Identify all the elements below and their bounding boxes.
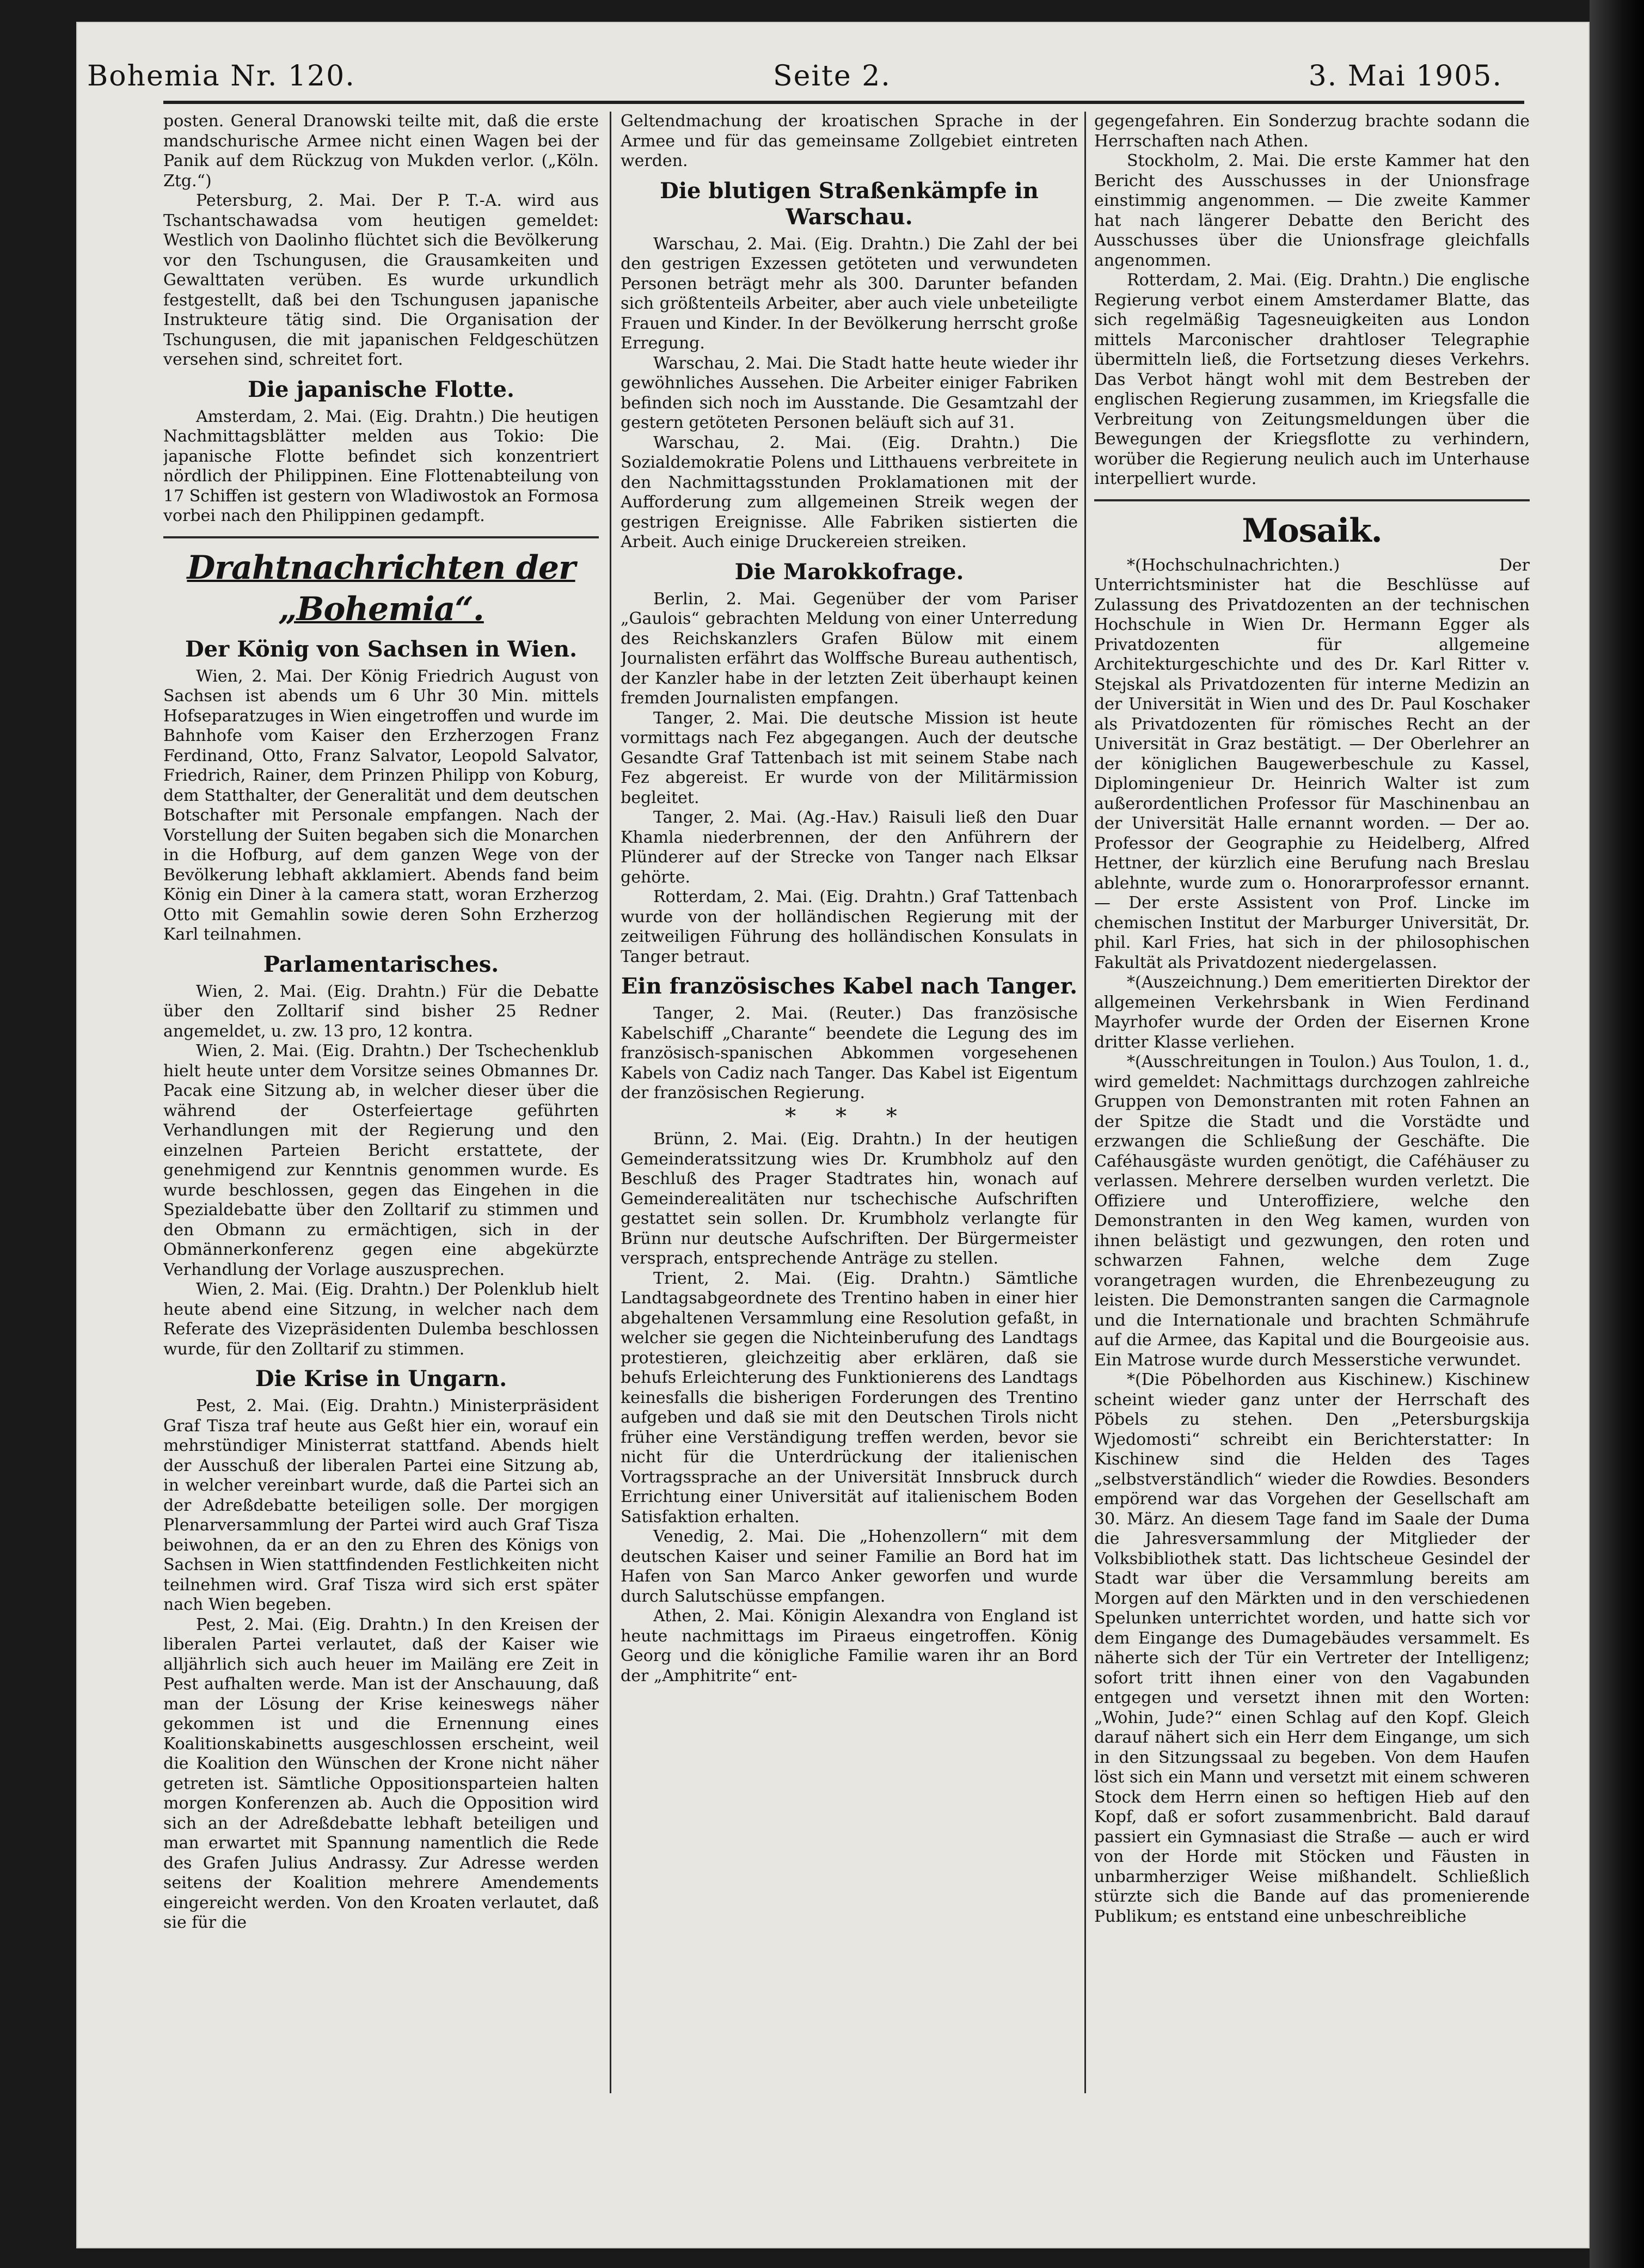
section-heading: Ein französisches Kabel nach Tanger. — [621, 973, 1078, 999]
page-header — [87, 60, 1502, 103]
section-masthead: Mosaik. — [1242, 511, 1382, 550]
article-text: Stockholm, 2. Mai. Die erste Kammer hat den Bericht des Ausschusses in der Unionsfrage einstimmig angenommen. — Die zweite Kammer hat nach längerer Debatte den Bericht des Ausschusses über die Unionsfrage gleichfalls angenommen. — [1094, 151, 1530, 270]
article-text: Pest, 2. Mai. (Eig. Drahtn.) Ministerpräsident Graf Tisza traf heute aus Geßt hier ein, worauf ein mehrstündiger Ministerrat stattfand. Abends hielt der Ausschuß der liberalen Partei eine Sitzung ab, in welcher vereinbart wurde, daß die Partei sich an der Adreßdebatte beteiligen solle. Der morgigen Plenarversammlung der Partei wird auch Graf Tisza beiwohnen, da er an den zu Ehren des Königs von Sachsen in Wien stattfindenden Festlichkeiten nicht teilnehmen wird. Graf Tisza wird sich erst später nach Wien begeben. — [163, 1396, 599, 1614]
column-rule-2 — [1084, 112, 1086, 2093]
article-text: Tanger, 2. Mai. Die deutsche Mission ist heute vormittags nach Fez abgegangen. Auch der deutsche Gesandte Graf Tattenbach ist mit seinem Stabe nach Fez abgereist. Er wurde von der Militärmission begleitet. — [621, 708, 1078, 807]
section-rule — [163, 536, 599, 538]
article-text: Athen, 2. Mai. Königin Alexandra von England ist heute nachmittags im Piraeus eingetroffen. König Georg und die königliche Familie waren ihr an Bord der „Amphitrite“ ent- — [621, 1607, 1078, 1685]
article-text: Brünn, 2. Mai. (Eig. Drahtn.) In der heutigen Gemeinderatssitzung wies Dr. Krumbholz auf den Beschluß des Prager Stadtrates hin, wonach auf Gemeinderealitäten nur tschechische Aufschriften gestattet sein sollen. Dr. Krumbholz verlangte für Brünn nur deutsche Aufschriften. Der Bürgermeister versprach, entsprechende Anträge zu stellen. — [621, 1130, 1078, 1268]
article-text: Trient, 2. Mai. (Eig. Drahtn.) Sämtliche Landtagsabgeordnete des Trentino haben in einer hier abgehaltenen Versammlung eine Resolution gefaßt, in welcher sie gegen die Nichteinberufung des Landtags protestieren, gleichzeitig aber erklären, daß sie behufs Erleichterung des Funktionierens des Landtags keinesfalls die bisherigen Forderungen des Trentino aufgeben und daß sie mit den Deutschen Tirols nicht früher eine Verständigung treffen werden, bevor sie nicht für die Unterdrückung der italienischen Vortragssprache an der Universität Innsbruck durch Errichtung einer Universität auf italienischem Boden Satisfaktion erhalten. — [621, 1268, 1078, 1527]
article-text: Wien, 2. Mai. (Eig. Drahtn.) Der Tschechenklub hielt heute unter dem Vorsitze seines Obmannes Dr. Pacak eine Sitzung ab, in welcher dieser über die während der Osterfeiertage geführten Verhandlungen mit der Regierung und den einzelnen Parteien Bericht erstattete, der genehmigend zur Kenntnis genommen wurde. Es wurde beschlossen, gegen das Eingehen in die Spezialdebatte über den Zolltarif zu stimmen und den Obmann zu ermächtigen, sich in der Obmännerkonferenz gegen eine abgekürzte Verhandlung der Vorlage auszusprechen. — [163, 1041, 599, 1279]
column-1 — [163, 112, 599, 2093]
article-text: posten. General Dranowski teilte mit, daß die erste mandschurische Armee nicht einen Wagen bei der Panik auf dem Rückzug von Mukden verlor. („Köln. Ztg.“) — [163, 112, 599, 191]
article-text: *(Hochschulnachrichten.) Der Unterrichtsminister hat die Beschlüsse auf Zulassung des Privatdozenten an der technischen Hochschule in Wien Dr. Hermann Egger als Privatdozenten für allgemeine Architekturgeschichte und des Dr. Karl Ritter v. Stejskal als Privatdozenten für interne Medizin an der Universität in Wien und des Dr. Paul Koschaker als Privatdozenten für römisches Recht an der Universität in Graz bestätigt. — Der Oberlehrer an der königlichen Baugewerbeschule zu Kassel, Diplomingenieur Dr. Heinrich Walter ist zum außerordentlichen Professor für Maschinenbau an der Universität Halle ernannt worden. — Der ao. Professor der Geographie zu Heidelberg, Alfred Hettner, der kürzlich eine Berufung nach Breslau ablehnte, wurde zum o. Honorarprofessor ernannt. — Der erste Assistent von Prof. Lincke im chemischen Institut der Marburger Universität, Dr. phil. Karl Fries, hat sich in der philosophischen Fakultät als Privatdozent niedergelassen. — [1094, 555, 1530, 972]
section-heading: Die blutigen Straßenkämpfe in Warschau. — [660, 177, 1039, 230]
article-text: Rotterdam, 2. Mai. (Eig. Drahtn.) Graf Tattenbach wurde von der holländischen Regierung mit der zeitweiligen Führung des holländischen Konsulats in Tanger betraut. — [621, 887, 1078, 966]
article-text: *(Auszeichnung.) Dem emeritierten Direktor der allgemeinen Verkehrsbank in Wien Ferdinand Mayrhofer wurde der Orden der Eisernen Krone dritter Klasse verliehen. — [1094, 973, 1530, 1052]
section-rule — [1094, 499, 1530, 501]
article-text: Berlin, 2. Mai. Gegenüber der vom Pariser „Gaulois“ gebrachten Meldung von einer Unterredung des Reichskanzlers Grafen Bülow mit einem Journalisten erfährt das Wolffsche Bureau authentisch, der Kanzler habe in der letzten Zeit überhaupt keinen fremden Journalisten empfangen. — [621, 589, 1078, 708]
scan-border — [1590, 0, 1644, 2268]
article-text: Geltendmachung der kroatischen Sprache in der Armee und für das gemeinsame Zollgebiet eintreten werden. — [621, 112, 1078, 170]
article-text: Wien, 2. Mai. Der König Friedrich August von Sachsen ist abends um 6 Uhr 30 Min. mittels Hofseparatzuges in Wien eingetroffen und wurde im Bahnhofe vom Kaiser den Erzherzogen Franz Ferdinand, Otto, Franz Salvator, Leopold Salvator, Friedrich, Rainer, dem Prinzen Philipp von Koburg, dem Statthalter, der Generalität und dem deutschen Botschafter mit Personale empfangen. Nach der Vorstellung der Suiten begaben sich die Monarchen in die Hofburg, auf dem ganzen Wege von der Bevölkerung lebhaft akklamiert. Abends fand beim König ein Diner à la camera statt, woran Erzherzog Otto mit Gemahlin sowie deren Sohn Erzherzog Karl teilnahmen. — [163, 666, 599, 944]
article-text: Wien, 2. Mai. (Eig. Drahtn.) Für die Debatte über den Zolltarif sind bisher 25 Redner angemeldet, u. zw. 13 pro, 12 kontra. — [163, 982, 599, 1041]
article-text: Pest, 2. Mai. (Eig. Drahtn.) In den Kreisen der liberalen Partei verlautet, daß der Kaiser wie alljährlich sich auch heuer im Mailäng ere Zeit in Pest aufhalten werde. Man ist der Anschauung, daß man der Lösung der Krise keineswegs näher gekommen ist und die Ernennung eines Koalitionskabinetts ausgeschlossen erscheint, weil die Koalition den Wünschen der Krone nicht näher getreten ist. Sämtliche Oppositionsparteien halten morgen Konferenzen ab. Auch die Opposition wird sich an der Adreßdebatte lebhaft beteiligen und man erwartet mit Spannung namentlich die Rede des Grafen Julius Andrassy. Zur Adresse werden seitens der Koalition mehrere Amendements eingereicht werden. Von den Kroaten verlautet, daß sie für die — [163, 1615, 599, 1932]
article-text: Amsterdam, 2. Mai. (Eig. Drahtn.) Die heutigen Nachmittagsblätter melden aus Tokio: Die japanische Flotte befindet sich konzentriert nördlich der Philippinen. Eine Flottenabteilung von 17 Schiffen ist gestern von Wladiwostok an Formosa vorbei nach den Philippinen gedampft. — [163, 407, 599, 525]
section-heading: Parlamentarisches. — [263, 951, 499, 977]
article-text: *(Die Pöbelhorden aus Kischinew.) Kischinew scheint wieder ganz unter der Herrschaft des Pöbels zu stehen. Den „Petersburgskija Wjedomosti“ schreibt ein Berichterstatter: In Kischinew sind die Helden des Tages „selbstverständlich“ wieder die Rowdies. Besonders empörend war das Vorgehen der Gesellschaft am 30. März. An diesem Tage fand im Saale der Duma die Jahresversammlung der Mitglieder der Volksbibliothek statt. Das lichtscheue Gesindel der Stadt war über die Versammlung bereits am Morgen auf den Märkten und in den verschiedenen Spelunken unterrichtet worden, und hatte sich vor dem Eingange des Dumagebäudes versammelt. Es näherte sich der Tür ein Vertreter der Intelligenz; sofort tritt ihnen einer von den Vagabunden entgegen und versetzt ihnen mit den Worten: „Wohin, Jude?“ einen Schlag auf den Kopf. Gleich darauf nähert sich ein Herr dem Eingange, um sich in den Sitzungssaal zu begeben. Von dem Haufen löst sich ein Mann und versetzt mit einem schweren Stock dem Herrn einen so heftigen Hieb auf den Kopf, daß er sofort zusammenbricht. Bald darauf passiert ein Gymnasiast die Straße — auch er wird von der Horde mit Stöcken und Fäusten in unbarmherziger Weise mißhandelt. Schließlich stürzte sich die Bande auf das promenierende Publikum; es entstand eine unbeschreibliche — [1094, 1370, 1530, 1926]
article-text: Petersburg, 2. Mai. Der P. T.-A. wird aus Tschantschawadsa vom heutigen gemeldet: Westlich von Daolinho flüchtet sich die Bevölkerung vor den Tschungusen, die Grausamkeiten und Gewalttaten verüben. Es wurde urkundlich festgestellt, daß bei den Tschungusen japanische Instrukteure tätig sind. Die Organisation der Tschungusen, die mit japanischen Feldgeschützen versehen sind, schreitet fort. — [163, 191, 599, 369]
column-rule-1 — [610, 112, 611, 2093]
article-text: Venedig, 2. Mai. Die „Hohenzollern“ mit dem deutschen Kaiser und seiner Familie an Bord hat im Hafen von San Marco Anker geworfen und wurde durch Salutschüsse empfangen. — [621, 1527, 1078, 1606]
article-text: *(Ausschreitungen in Toulon.) Aus Toulon, 1. d., wird gemeldet: Nachmittags durchzogen zahlreiche Gruppen von Demonstranten mit roten Fahnen an der Spitze die Stadt und die Vorstädte und erzwangen die Schließung der Geschäfte. Die Caféhausgäste wurden genötigt, die Caféhäuser zu verlassen. Mehrere derselben wurden verletzt. Die Offiziere und Unteroffiziere, welche den Demonstranten in den Weg kamen, wurden von ihnen belästigt und gezwungen, den roten und schwarzen Fahnen, welche dem Zuge vorangetragen wurden, die Ehrenbezeugung zu leisten. Die Demonstranten sangen die Carmagnole und die Internationale und brachten Schmährufe auf die Armee, das Kapital und die Bourgeoisie aus. Ein Matrose wurde durch Messerstiche verwundet. — [1094, 1052, 1530, 1370]
article-text: Rotterdam, 2. Mai. (Eig. Drahtn.) Die englische Regierung verbot einem Amsterdamer Blatte, das sich regelmäßig Tagesneuigkeiten aus London mittels Marconischer drahtloser Telegraphie übermitteln ließ, die Fortsetzung dieses Verkehrs. Das Verbot hängt wohl mit dem Bestreben der englischen Regierung zusammen, im Kriegsfalle die Verbreitung von Zeitungsmeldungen über die Bewegungen der Kriegsflotte zu verhindern, worüber die Regierung neulich auch im Unterhause interpelliert wurde. — [1094, 271, 1530, 488]
masthead-issue: Bohemia Nr. 120. — [87, 60, 355, 93]
article-text: Warschau, 2. Mai. (Eig. Drahtn.) Die Zahl der bei den gestrigen Exzessen getöteten und verwundeten Personen beträgt mehr als 300. Darunter befanden sich größtenteils Arbeiter, aber auch viele unbeteiligte Frauen und Kinder. In der Bevölkerung herrscht große Erregung. — [621, 234, 1078, 353]
page-number: Seite 2. — [773, 60, 891, 93]
column-2 — [621, 112, 1078, 2093]
column-3 — [1094, 112, 1530, 2093]
article-text: Tanger, 2. Mai. (Ag.-Hav.) Raisuli ließ den Duar Khamla niederbrennen, der den Anführern der Plünderer auf der Strecke von Tanger nach Elksar gehörte. — [621, 808, 1078, 887]
issue-date: 3. Mai 1905. — [1308, 60, 1502, 93]
article-text: Warschau, 2. Mai. (Eig. Drahtn.) Die Sozialdemokratie Polens und Litthauens verbreitete in den Nachmittagsstunden Proklamationen mit der Aufforderung zum allgemeinen Streik wegen der gestrigen Ereignisse. Alle Fabriken sistierten die Arbeit. Auch einige Druckereien streiken. — [621, 433, 1078, 551]
article-text: gegengefahren. Ein Sonderzug brachte sodann die Herrschaften nach Athen. — [1094, 112, 1530, 151]
section-heading: Der König von Sachsen in Wien. — [185, 636, 578, 662]
section-heading: Die Krise in Ungarn. — [255, 1366, 507, 1392]
section-heading: Die Marokkofrage. — [734, 559, 964, 585]
article-text: Warschau, 2. Mai. Die Stadt hatte heute wieder ihr gewöhnliches Aussehen. Die Arbeiter einiger Fabriken befinden sich noch im Ausstande. Die Gesamtzahl der gestern getöteten Personen beläuft sich auf 31. — [621, 353, 1078, 432]
article-text: Wien, 2. Mai. (Eig. Drahtn.) Der Polenklub hielt heute abend eine Sitzung, in welcher nach dem Referate des Vizepräsidenten Dulemba beschlossen wurde, für den Zolltarif zu stimmen. — [163, 1280, 599, 1359]
section-heading: Die japanische Flotte. — [248, 376, 514, 402]
header-rule — [163, 101, 1524, 104]
separator-asterisks: * * * — [785, 1104, 913, 1129]
section-masthead: Drahtnachrichten der „Bohemia“. — [187, 548, 575, 628]
article-text: Tanger, 2. Mai. (Reuter.) Das französische Kabelschiff „Charante“ beendete die Legung des im französisch-spanischen Abkommen vorgesehenen Kabels von Cadiz nach Tanger. Das Kabel ist Eigentum der französischen Regierung. — [621, 1004, 1078, 1102]
